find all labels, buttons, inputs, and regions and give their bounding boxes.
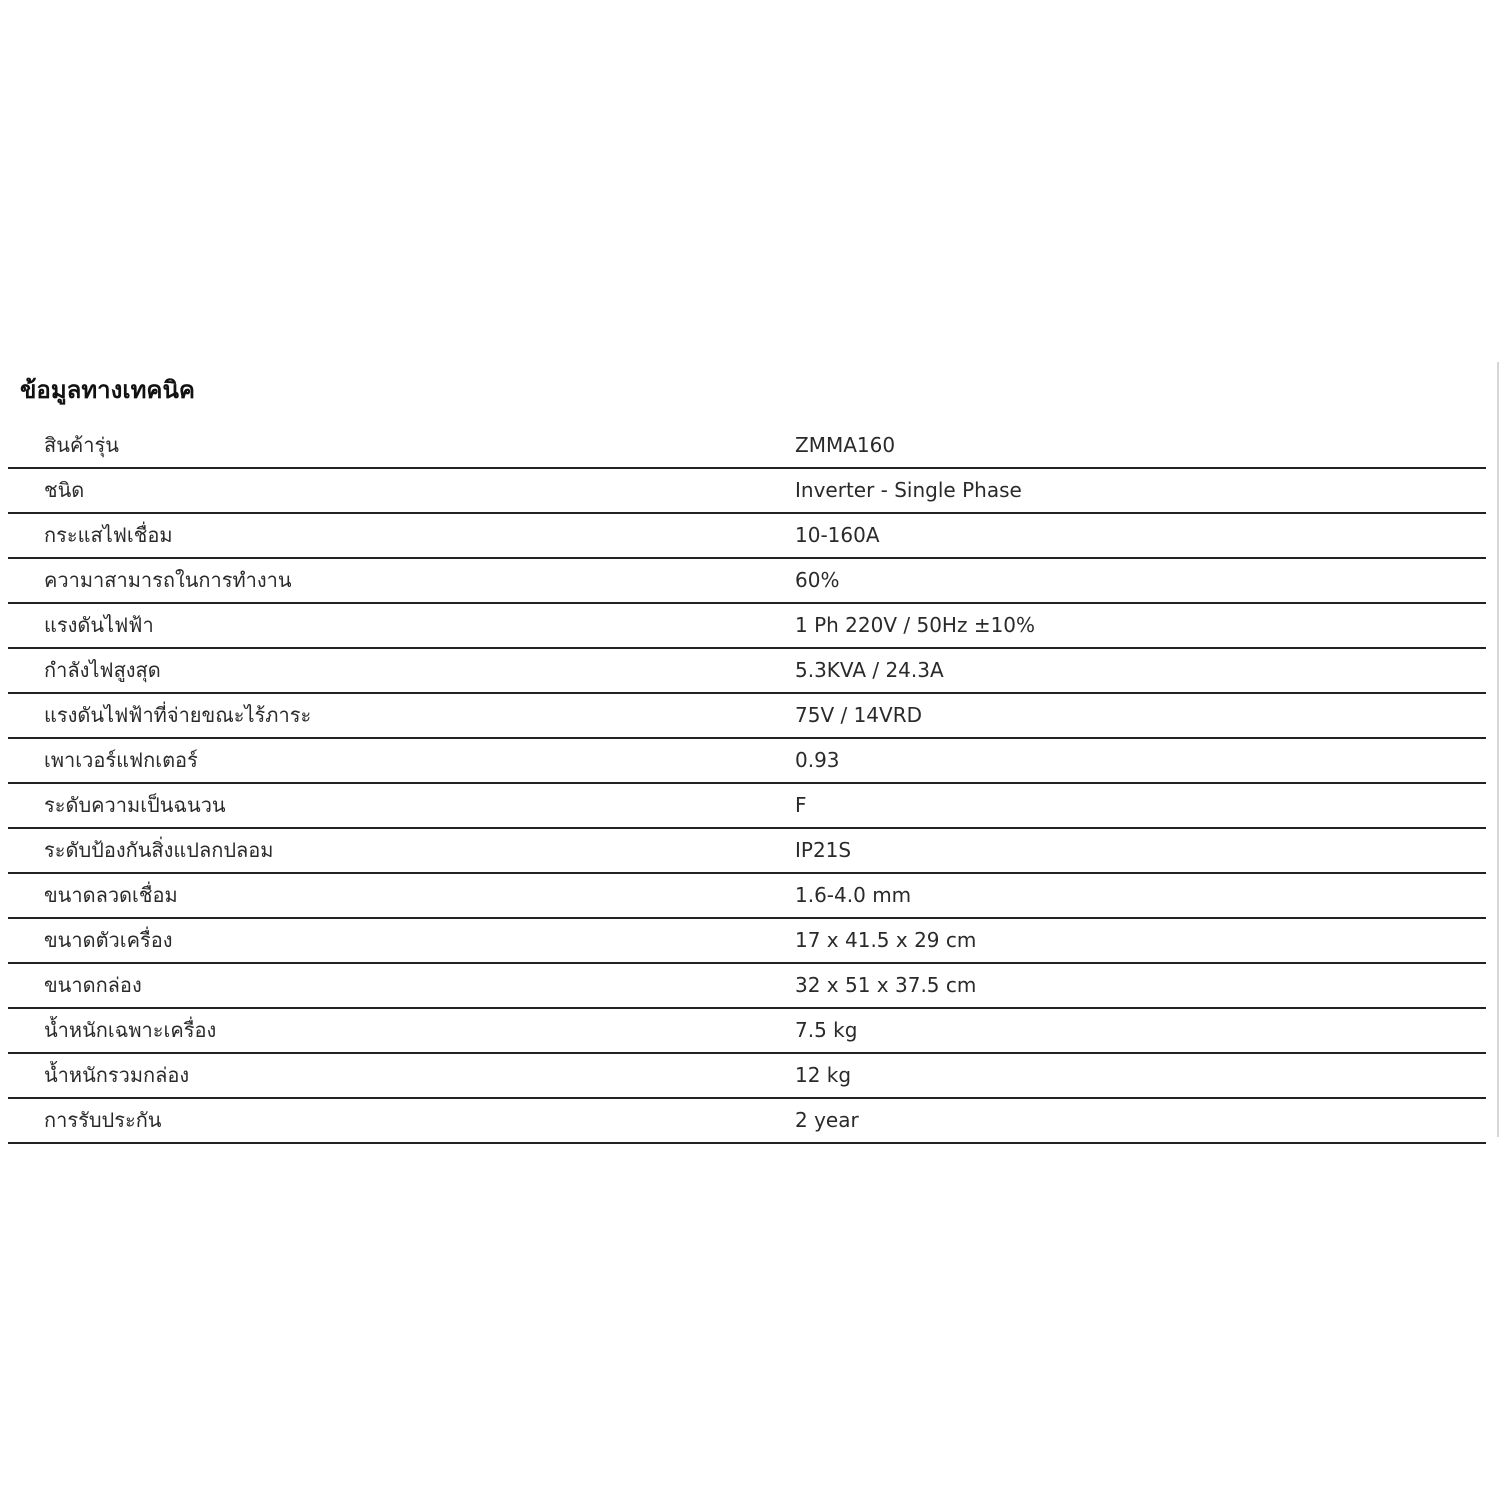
- spec-value: 32 x 51 x 37.5 cm: [758, 963, 1486, 1008]
- spec-label: กระแสไฟเชื่อม: [8, 513, 758, 558]
- spec-label: แรงดันไฟฟ้าที่จ่ายขณะไร้ภาระ: [8, 693, 758, 738]
- spec-value: F: [758, 783, 1486, 828]
- section-title: ข้อมูลทางเทคนิค: [20, 376, 195, 404]
- spec-label: เพาเวอร์แฟกเตอร์: [8, 738, 758, 783]
- spec-value: IP21S: [758, 828, 1486, 873]
- right-border-rule: [1497, 362, 1499, 1137]
- spec-value: 1.6-4.0 mm: [758, 873, 1486, 918]
- spec-label: น้ำหนักเฉพาะเครื่อง: [8, 1008, 758, 1053]
- spec-value: Inverter - Single Phase: [758, 468, 1486, 513]
- spec-row-model: [8, 424, 1486, 468]
- spec-value: 17 x 41.5 x 29 cm: [758, 918, 1486, 963]
- spec-value: 75V / 14VRD: [758, 693, 1486, 738]
- spec-label: สินค้ารุ่น: [8, 424, 758, 468]
- spec-value: 0.93: [758, 738, 1486, 783]
- spec-value: 10-160A: [758, 513, 1486, 558]
- spec-label: ระดับป้องกันสิ่งแปลกปลอม: [8, 828, 758, 873]
- spec-row-protection-rating: [8, 828, 1486, 873]
- spec-row-input-voltage: [8, 603, 1486, 648]
- spec-row-no-load-voltage: [8, 693, 1486, 738]
- spec-row-max-power: [8, 648, 1486, 693]
- spec-row-gross-weight: [8, 1053, 1486, 1098]
- spec-label: ชนิด: [8, 468, 758, 513]
- spec-value: 2 year: [758, 1098, 1486, 1143]
- spec-value: 1 Ph 220V / 50Hz ±10%: [758, 603, 1486, 648]
- spec-row-power-factor: [8, 738, 1486, 783]
- spec-row-type: [8, 468, 1486, 513]
- spec-value: 12 kg: [758, 1053, 1486, 1098]
- spec-row-welding-current: [8, 513, 1486, 558]
- spec-label: น้ำหนักรวมกล่อง: [8, 1053, 758, 1098]
- spec-label: การรับประกัน: [8, 1098, 758, 1143]
- spec-row-insulation-class: [8, 783, 1486, 828]
- spec-row-warranty: [8, 1098, 1486, 1143]
- spec-label: ขนาดตัวเครื่อง: [8, 918, 758, 963]
- spec-label: ขนาดกล่อง: [8, 963, 758, 1008]
- spec-row-net-weight: [8, 1008, 1486, 1053]
- spec-label: ระดับความเป็นฉนวน: [8, 783, 758, 828]
- spec-row-machine-size: [8, 918, 1486, 963]
- spec-value: 7.5 kg: [758, 1008, 1486, 1053]
- spec-label: ความาสามารถในการทำงาน: [8, 558, 758, 603]
- spec-label: แรงดันไฟฟ้า: [8, 603, 758, 648]
- spec-label: กำลังไฟสูงสุด: [8, 648, 758, 693]
- spec-label: ขนาดลวดเชื่อม: [8, 873, 758, 918]
- spec-row-box-size: [8, 963, 1486, 1008]
- spec-row-duty-cycle: [8, 558, 1486, 603]
- spec-table: [8, 424, 1486, 1144]
- spec-row-electrode-size: [8, 873, 1486, 918]
- spec-value: ZMMA160: [758, 424, 1486, 468]
- spec-value: 60%: [758, 558, 1486, 603]
- spec-value: 5.3KVA / 24.3A: [758, 648, 1486, 693]
